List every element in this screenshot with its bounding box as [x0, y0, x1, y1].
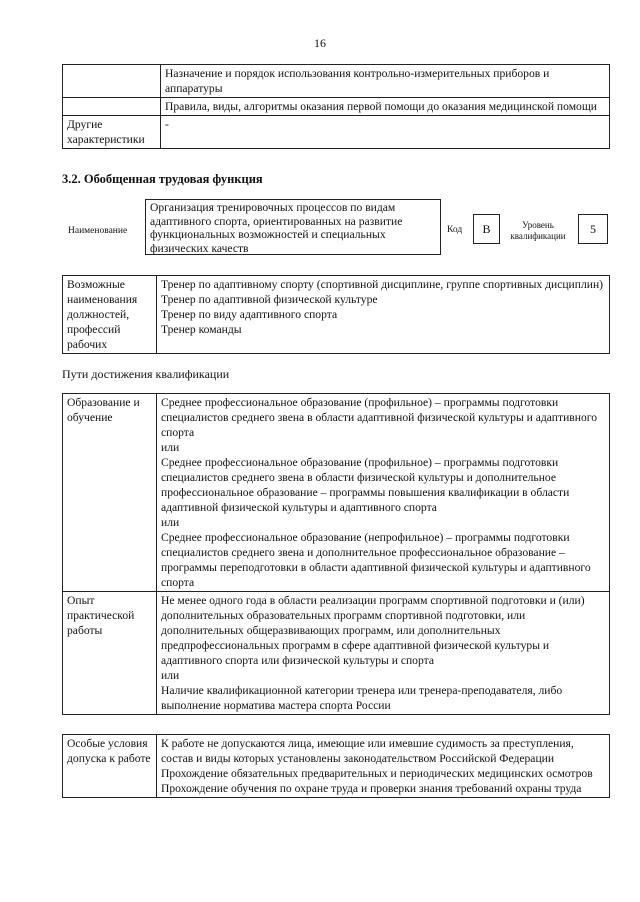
content-line: или	[161, 669, 180, 682]
positions-label: Возможные наименования должностей, профессий рабочих	[63, 276, 157, 354]
level-value: 5	[578, 214, 608, 244]
content-line: Прохождение обучения по охране труда и проверки знания требований охраны труда	[161, 782, 582, 795]
paths-heading: Пути достижения квалификации	[62, 367, 230, 381]
table-row	[63, 735, 610, 798]
content-line: Наличие квалификационной категории тренера или тренера-преподавателя, либо выполнение норматива мастера спорта России	[161, 684, 563, 712]
content-line: Среднее профессиональное образование (профильное) – программы подготовки специалистов среднего звена в области физической культуры и дополнительное профессиональное образование – программы повышения квалификации в области адаптивной физической культуры и адаптивного спорта	[161, 456, 570, 514]
name-label: Наименование	[68, 226, 128, 236]
content-line: Среднее профессиональное образование (непрофильное) – программы подготовки специалистов среднего звена и дополнительное профессиональное образование – программы переподготовки в области адаптивной физической культуры и адаптивного спорта	[161, 531, 591, 589]
education-content	[157, 394, 610, 592]
row-content	[161, 116, 610, 149]
conditions-content	[157, 735, 610, 798]
content-line: -	[165, 118, 169, 131]
conditions-table	[62, 734, 610, 798]
level-label: Уровень квалификации	[510, 220, 566, 241]
row-label	[63, 98, 161, 116]
conditions-label: Особые условия допуска к работе	[63, 735, 157, 798]
page-number: 16	[314, 36, 326, 50]
row-label	[63, 65, 161, 98]
section-heading: 3.2. Обобщенная трудовая функция	[62, 172, 263, 186]
table-row	[63, 276, 610, 354]
content-line: К работе не допускаются лица, имеющие или имевшие судимость за преступления, состав и виды которых установлены законодательством Российской Федерации	[161, 737, 574, 765]
content-line: Тренер по виду адаптивного спорта	[161, 308, 338, 321]
continuation-table	[62, 64, 610, 149]
content-line: или	[161, 516, 180, 529]
table-row	[63, 65, 610, 98]
content-line: Не менее одного года в области реализации программ спортивной подготовки и (или) дополнительных образовательных программ спортивной подготовки, или дополнительных общеразвивающих программ, или дополнительных предпрофессиональных программ в сфере адаптивной физической культуры и адаптивного спорта или физической культуры и спорта	[161, 594, 585, 667]
content-line: Тренер по адаптивной физической культуре	[161, 293, 378, 306]
row-content	[161, 98, 610, 116]
experience-label: Опыт практической работы	[63, 592, 157, 715]
table-row	[63, 98, 610, 116]
code-value: B	[473, 214, 500, 244]
content-line: Правила, виды, алгоритмы оказания первой помощи до оказания медицинской помощи	[165, 100, 597, 113]
education-label: Образование и обучение	[63, 394, 157, 592]
content-line: Прохождение обязательных предварительных и периодических медицинских осмотров	[161, 767, 593, 780]
row-content	[161, 65, 610, 98]
content-line: Тренер команды	[161, 323, 242, 336]
content-line: Среднее профессиональное образование (профильное) – программы подготовки специалистов среднего звена в области адаптивной физической культуры и адаптивного спорта	[161, 396, 598, 439]
qualification-table	[62, 393, 610, 715]
positions-table	[62, 275, 610, 354]
code-label: Код	[447, 225, 463, 235]
row-label: Другие характеристики	[63, 116, 161, 149]
positions-content	[157, 276, 610, 354]
table-row	[63, 394, 610, 592]
experience-content	[157, 592, 610, 715]
table-row	[63, 592, 610, 715]
content-line: или	[161, 441, 180, 454]
table-row	[63, 116, 610, 149]
content-line: Тренер по адаптивному спорту (спортивной дисциплине, группе спортивных дисциплин)	[161, 278, 604, 291]
content-line: Назначение и порядок использования контрольно-измерительных приборов и аппаратуры	[165, 67, 550, 95]
function-name: Организация тренировочных процессов по видам адаптивного спорта, ориентированных на развитие функциональных возможностей и специальных физических качеств	[145, 199, 441, 255]
